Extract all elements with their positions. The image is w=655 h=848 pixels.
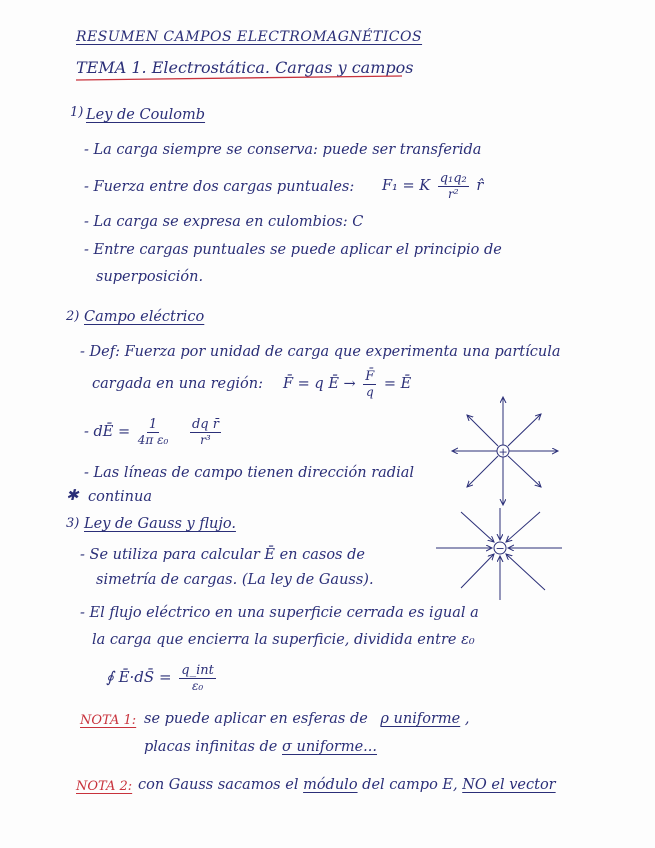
section1-number: 1) bbox=[70, 105, 84, 120]
asterisk-icon: ✱ bbox=[66, 486, 79, 504]
note2-modulus: módulo bbox=[303, 777, 358, 793]
section1-title: Ley de Coulomb bbox=[86, 107, 206, 123]
note2-label: NOTA 2: bbox=[76, 779, 133, 794]
gauss-item-flux-line2: la carga que encierra la superficie, dividida entre ε₀ bbox=[92, 632, 475, 648]
dE-charge-denominator: r³ bbox=[200, 433, 211, 447]
section3-number: 3) bbox=[66, 516, 80, 531]
field-fraction-denominator: q bbox=[365, 385, 374, 399]
dE-charge-numerator: dq r̄ bbox=[191, 417, 219, 432]
field-definition-line2: cargada en una región: bbox=[92, 376, 264, 392]
note1-text-b: placas infinitas de bbox=[144, 739, 278, 755]
note2-not-vector: NO el vector bbox=[462, 777, 556, 793]
section2-title: Campo eléctrico bbox=[84, 309, 205, 325]
note1-uniform-sigma: σ uniforme... bbox=[282, 739, 378, 755]
negative-sign: − bbox=[495, 542, 505, 555]
field-equals: = Ē bbox=[383, 376, 412, 392]
coulomb-item-unit: - La carga se expresa en culombios: C bbox=[84, 214, 364, 230]
note1-uniform-rho: ρ uniforme bbox=[380, 711, 461, 727]
gauss-item-use-line2: simetría de cargas. (La ley de Gauss). bbox=[96, 572, 374, 588]
note1-text-a: se puede aplicar en esferas de bbox=[144, 711, 368, 727]
field-lines-item: - Las líneas de campo tienen dirección radial bbox=[84, 465, 415, 481]
note1-comma: , bbox=[464, 711, 470, 727]
section3-title: Ley de Gauss y flujo. bbox=[84, 516, 236, 532]
gauss-item-flux-line1: - El flujo eléctrico en una superficie cerrada es igual a bbox=[80, 605, 479, 621]
dE-left: - dĒ = bbox=[84, 424, 131, 440]
section2-number: 2) bbox=[66, 309, 80, 324]
coulomb-item-force: - Fuerza entre dos cargas puntuales: bbox=[84, 179, 355, 195]
gauss-surface-integral: ∮ Ē·dS̄ = bbox=[106, 668, 172, 686]
coulomb-formula-left: F₁ = K bbox=[382, 178, 431, 194]
field-definition-line1: - Def: Fuerza por unidad de carga que experimenta una partícula bbox=[80, 344, 561, 360]
force-charge-relation: F̄ = q Ē → bbox=[283, 376, 356, 392]
document-title: RESUMEN CAMPOS ELECTROMAGNÉTICOS bbox=[76, 29, 423, 45]
coulomb-unit-vector: r̂ bbox=[476, 178, 484, 194]
note2-text-a: con Gauss sacamos el bbox=[138, 777, 299, 793]
subtitle-red-underline bbox=[76, 76, 402, 80]
gauss-item-use-line1: - Se utiliza para calcular Ē en casos de bbox=[80, 547, 365, 563]
gauss-fraction-numerator: q_int bbox=[181, 663, 214, 678]
note1-label: NOTA 1: bbox=[80, 713, 137, 728]
coulomb-fraction-denominator: r² bbox=[447, 187, 459, 201]
field-fraction-numerator: F̄ bbox=[365, 369, 375, 384]
dE-constant-denominator: 4π ε₀ bbox=[137, 433, 169, 447]
coulomb-item-superposition: - Entre cargas puntuales se puede aplicar el principio de bbox=[84, 242, 502, 258]
positive-sign: + bbox=[498, 445, 508, 459]
coulomb-item-superposition-cont: superposición. bbox=[96, 269, 204, 285]
note2-text-c: del campo E, bbox=[362, 777, 458, 793]
gauss-fraction-denominator: ε₀ bbox=[191, 679, 204, 693]
topic-subtitle: TEMA 1. Electrostática. Cargas y campos bbox=[76, 58, 414, 77]
coulomb-item-conservation: - La carga siempre se conserva: puede ser transferida bbox=[84, 142, 482, 158]
coulomb-fraction-numerator: q₁q₂ bbox=[439, 171, 467, 186]
dE-constant-numerator: 1 bbox=[148, 417, 158, 432]
field-lines-continua: continua bbox=[88, 489, 152, 505]
